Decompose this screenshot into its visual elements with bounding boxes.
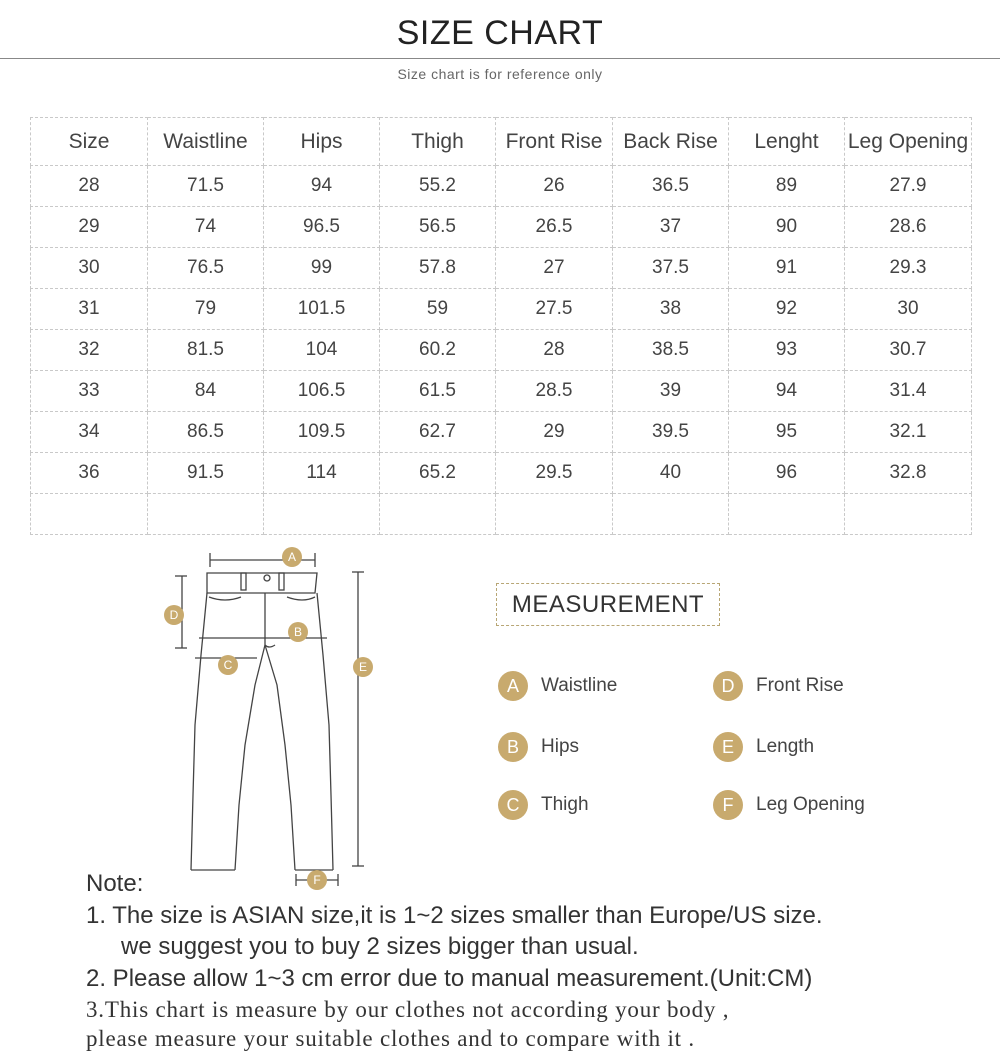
note-line-3b: please measure your suitable clothes and to compare with it .	[86, 1026, 695, 1051]
table-cell: 37.5	[613, 248, 729, 289]
table-cell	[845, 494, 972, 535]
pants-diagram	[155, 545, 395, 895]
table-cell	[729, 494, 845, 535]
table-cell: 57.8	[380, 248, 496, 289]
legend-label: Hips	[541, 736, 580, 757]
table-cell: 30	[845, 289, 972, 330]
table-cell: 34	[31, 412, 148, 453]
header-back-rise: Back Rise	[613, 118, 729, 166]
table-cell: 39	[613, 371, 729, 412]
title-divider	[0, 58, 1000, 59]
table-cell: 31	[31, 289, 148, 330]
table-cell: 76.5	[148, 248, 264, 289]
table-cell: 109.5	[264, 412, 380, 453]
diagram-marker-a	[282, 547, 302, 567]
legend-item-leg-opening	[713, 790, 865, 820]
table-cell: 94	[729, 371, 845, 412]
table-cell: 40	[613, 453, 729, 494]
table-cell	[31, 494, 148, 535]
table-cell	[380, 494, 496, 535]
diagram-marker-b	[288, 622, 308, 642]
legend-item-front-rise	[713, 671, 844, 701]
table-cell: 91.5	[148, 453, 264, 494]
legend-badge-f: F	[713, 790, 743, 820]
header-waistline: Waistline	[148, 118, 264, 166]
legend-badge-c: C	[498, 790, 528, 820]
table-row	[31, 371, 972, 412]
table-cell: 28.5	[496, 371, 613, 412]
table-cell: 55.2	[380, 166, 496, 207]
header-thigh: Thigh	[380, 118, 496, 166]
table-cell: 62.7	[380, 412, 496, 453]
table-cell: 29.3	[845, 248, 972, 289]
size-table	[30, 117, 972, 535]
table-cell	[613, 494, 729, 535]
note-line-3: 3.This chart is measure by our clothes not according your body ,	[86, 997, 730, 1022]
table-row	[31, 412, 972, 453]
table-cell: 28	[496, 330, 613, 371]
legend-label: Waistline	[541, 675, 618, 696]
legend-badge-e: E	[713, 732, 743, 762]
pants-illustration	[155, 545, 395, 895]
svg-text:D: D	[169, 608, 179, 622]
table-cell: 27.5	[496, 289, 613, 330]
table-cell: 30.7	[845, 330, 972, 371]
table-cell: 38	[613, 289, 729, 330]
table-header-row	[31, 118, 972, 166]
header-size: Size	[31, 118, 148, 166]
table-row	[31, 289, 972, 330]
legend-badge-b: B	[498, 732, 528, 762]
table-cell: 114	[264, 453, 380, 494]
table-cell: 37	[613, 207, 729, 248]
table-cell: 26	[496, 166, 613, 207]
page-title: SIZE CHART	[396, 14, 604, 52]
header-hips: Hips	[264, 118, 380, 166]
table-cell: 89	[729, 166, 845, 207]
table-cell: 29	[31, 207, 148, 248]
table-row	[31, 330, 972, 371]
table-cell: 32	[31, 330, 148, 371]
table-cell: 28	[31, 166, 148, 207]
diagram-marker-e	[353, 657, 373, 677]
table-cell: 36	[31, 453, 148, 494]
table-row	[31, 248, 972, 289]
table-cell	[496, 494, 613, 535]
legend-item-thigh	[498, 790, 589, 820]
legend-badge-a: A	[498, 671, 528, 701]
legend-label: Front Rise	[756, 675, 844, 696]
table-cell: 36.5	[613, 166, 729, 207]
table-cell: 32.1	[845, 412, 972, 453]
table-cell: 65.2	[380, 453, 496, 494]
table-cell: 32.8	[845, 453, 972, 494]
svg-text:F: F	[313, 873, 321, 887]
table-cell: 86.5	[148, 412, 264, 453]
table-cell: 29	[496, 412, 613, 453]
table-cell: 99	[264, 248, 380, 289]
table-cell: 90	[729, 207, 845, 248]
table-cell: 106.5	[264, 371, 380, 412]
table-cell: 27.9	[845, 166, 972, 207]
measurement-title: MEASUREMENT	[496, 583, 720, 626]
page-subtitle: Size chart is for reference only	[397, 66, 603, 82]
table-cell: 30	[31, 248, 148, 289]
table-cell: 96	[729, 453, 845, 494]
legend-item-hips	[498, 732, 579, 762]
table-row	[31, 494, 972, 535]
header-leg-opening: Leg Opening	[845, 118, 972, 166]
table-cell: 104	[264, 330, 380, 371]
legend-badge-d: D	[713, 671, 743, 701]
legend-item-length	[713, 732, 814, 762]
header-front-rise: Front Rise	[496, 118, 613, 166]
table-cell: 27	[496, 248, 613, 289]
table-cell: 31.4	[845, 371, 972, 412]
table-cell: 101.5	[264, 289, 380, 330]
table-cell: 60.2	[380, 330, 496, 371]
table-cell: 29.5	[496, 453, 613, 494]
table-row	[31, 453, 972, 494]
svg-text:B: B	[293, 625, 303, 639]
table-cell	[264, 494, 380, 535]
note-line-1: 1. The size is ASIAN size,it is 1~2 sizes smaller than Europe/US size.	[86, 902, 823, 929]
note-line-1b: we suggest you to buy 2 sizes bigger than usual.	[121, 933, 639, 960]
svg-text:A: A	[287, 550, 297, 564]
table-cell: 84	[148, 371, 264, 412]
diagram-marker-c	[218, 655, 238, 675]
diagram-marker-d	[164, 605, 184, 625]
svg-text:C: C	[223, 658, 233, 672]
table-cell: 96.5	[264, 207, 380, 248]
legend-label: Leg Opening	[756, 794, 865, 815]
table-row	[31, 166, 972, 207]
table-cell: 26.5	[496, 207, 613, 248]
table-cell: 28.6	[845, 207, 972, 248]
table-cell	[148, 494, 264, 535]
table-cell: 81.5	[148, 330, 264, 371]
table-cell: 33	[31, 371, 148, 412]
table-row	[31, 207, 972, 248]
table-cell: 39.5	[613, 412, 729, 453]
note-line-2: 2. Please allow 1~3 cm error due to manual measurement.(Unit:CM)	[86, 965, 813, 992]
table-cell: 61.5	[380, 371, 496, 412]
legend-label: Length	[756, 736, 815, 757]
svg-text:E: E	[358, 660, 368, 674]
table-cell: 95	[729, 412, 845, 453]
table-cell: 92	[729, 289, 845, 330]
table-cell: 38.5	[613, 330, 729, 371]
table-cell: 74	[148, 207, 264, 248]
legend-label: Thigh	[541, 794, 589, 815]
legend-item-waistline	[498, 671, 617, 701]
table-cell: 93	[729, 330, 845, 371]
diagram-marker-f	[307, 870, 327, 890]
table-cell: 59	[380, 289, 496, 330]
table-cell: 56.5	[380, 207, 496, 248]
table-cell: 91	[729, 248, 845, 289]
table-cell: 79	[148, 289, 264, 330]
table-cell: 94	[264, 166, 380, 207]
notes-heading: Note:	[86, 870, 144, 897]
header-length: Lenght	[729, 118, 845, 166]
table-cell: 71.5	[148, 166, 264, 207]
